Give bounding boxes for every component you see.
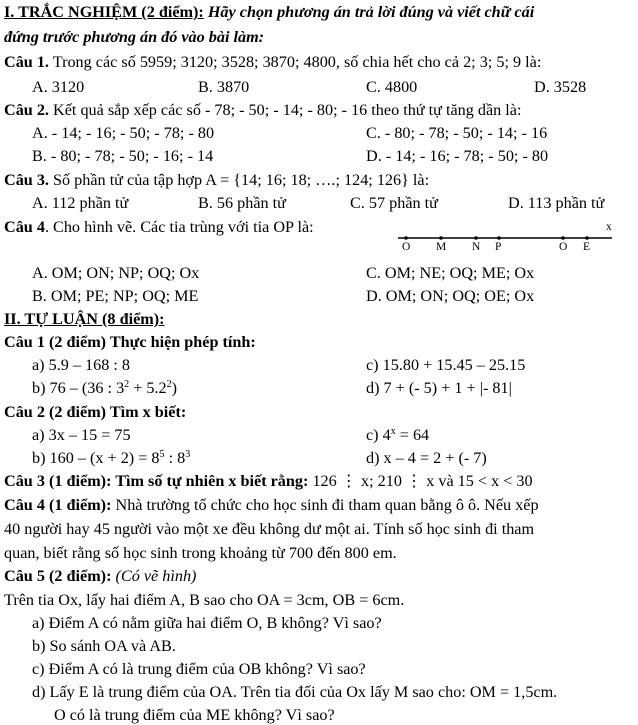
c1-heading: Câu 1 (2 điểm) Thực hiện phép tính: (4, 333, 256, 351)
point-p-dot (497, 236, 501, 240)
point-n-dot (474, 236, 478, 240)
q4-option-a: A. OM; ON; NP; OQ; Ox (32, 264, 200, 282)
c4-line-1: Câu 4 (1 điểm): Nhà trường tổ chức cho học sinh đi tham quan bằng ô ô. Nếu xếp (4, 496, 539, 514)
q1-option-a: A. 3120 (32, 78, 85, 96)
c1-d: d) 7 + (- 5) + 1 + |- 81| (366, 379, 512, 397)
part1-heading-line (4, 2, 534, 22)
c3-line: Câu 3 (1 điểm): Tìm số tự nhiên x biết rằng: 126 ⋮ x; 210 ⋮ x và 15 < x < 30 (4, 472, 533, 490)
c5-b: b) So sánh OA và AB. (32, 637, 176, 655)
q4-stem: Câu 4. Cho hình vẽ. Các tia trùng với tia OP là: (4, 218, 314, 236)
point-label-e: E (583, 241, 591, 253)
q3-stem: Câu 3. Số phần tử của tập hợp A = {14; 16; 18; ….; 124; 126} là: (4, 171, 430, 189)
point-label-o2: O (559, 241, 568, 253)
c1-a: a) 5.9 – 168 : 8 (32, 356, 131, 374)
point-m-dot (439, 236, 443, 240)
ray-diagram (396, 222, 626, 258)
c4-line-2: 40 người hay 45 người vào một xe đều không dư một ai. Tính số học sinh đi tham (4, 520, 535, 538)
q3-option-a: A. 112 phần tử (32, 194, 129, 212)
q1-option-c: C. 4800 (366, 78, 418, 96)
c1-c: c) 15.80 + 15.45 – 25.15 (366, 356, 526, 374)
c5-d-1: d) Lấy E là trung điểm của OA. Trên tia đối của Ox lấy M sao cho: OM = 1,5cm. (32, 683, 558, 701)
c4-line-3: quan, biết rằng số học sinh trong khoảng từ 700 đến 800 em. (4, 544, 397, 562)
c2-b: b) $160 - (x + 2) = 8^5$ : $8^3$ (32, 449, 191, 467)
c2-d: d) x – 4 = 2 + (- 7) (366, 449, 487, 467)
c5-d-2: O có là trung điểm của ME không? Vì sao? (54, 706, 335, 724)
q3-option-c: C. 57 phần tử (350, 194, 438, 212)
c5-a: a) Điểm A có nằm giữa hai điểm O, B không? Vì sao? (32, 614, 382, 632)
point-label-x: x (606, 221, 612, 233)
part2-heading: II. TỰ LUẬN (8 điểm): (4, 310, 165, 328)
point-e-dot (585, 236, 589, 240)
ray-figure-svg (396, 222, 626, 258)
c5-intro: Trên tia Ox, lấy hai điểm A, B sao cho OA = 3cm, OB = 6cm. (4, 591, 405, 609)
c1-b: b) 76 – (36 : $3^2 + 5.2^2$) (32, 379, 178, 397)
point-label-n: N (472, 241, 481, 253)
q1-option-d: D. 3528 (534, 78, 587, 96)
q1-option-b: B. 3870 (198, 78, 250, 96)
c5-heading: Câu 5 (2 điểm): (Có vẽ hình) (4, 567, 197, 585)
c2-heading: Câu 2 (2 điểm) Tìm x biết: (4, 403, 187, 421)
point-label-o: O (402, 241, 411, 253)
c5-c: c) Điểm A có là trung điểm của OB không? Vì sao? (32, 660, 366, 678)
point-o2-dot (561, 236, 565, 240)
q2-stem: Câu 2. Kết quả sắp xếp các số - 78; - 50; - 14; - 80; - 16 theo thứ tự tăng dần là: (4, 101, 522, 119)
q1-stem: Câu 1. Trong các số 5959; 3120; 3528; 3870; 4800, số chia hết cho cả 2; 3; 5; 9 là: (4, 53, 542, 71)
q4-option-d: D. OM; ON; OQ; OE; Ox (366, 287, 535, 305)
c2-c: c) $4^x = 64$ (366, 426, 430, 444)
q2-option-d: D. - 14; - 16; - 78; - 50; - 80 (366, 147, 549, 165)
part1-instruction: Hãy chọn phương án trả lời đúng và viết chữ cái (207, 3, 535, 21)
c2-a: a) 3x – 15 = 75 (32, 426, 131, 444)
q4-option-b: B. OM; PE; NP; OQ; ME (32, 287, 199, 305)
part1-heading: I. TRẮC NGHIỆM (2 điểm): (4, 3, 204, 21)
q2-option-a: A. - 14; - 16; - 50; - 78; - 80 (32, 124, 215, 142)
point-o-dot (404, 236, 408, 240)
q3-option-d: D. 113 phần tử (508, 194, 605, 212)
q2-option-c: C. - 80; - 78; - 50; - 14; - 16 (366, 124, 548, 142)
q2-option-b: B. - 80; - 78; - 50; - 16; - 14 (32, 147, 214, 165)
point-label-p: P (495, 241, 502, 253)
point-label-m: M (436, 241, 447, 253)
q4-option-c: C. OM; NE; OQ; ME; Ox (366, 264, 535, 282)
part1-instruction-cont: đứng trước phương án đó vào bài làm: (4, 28, 265, 46)
q3-option-b: B. 56 phần tử (198, 194, 286, 212)
